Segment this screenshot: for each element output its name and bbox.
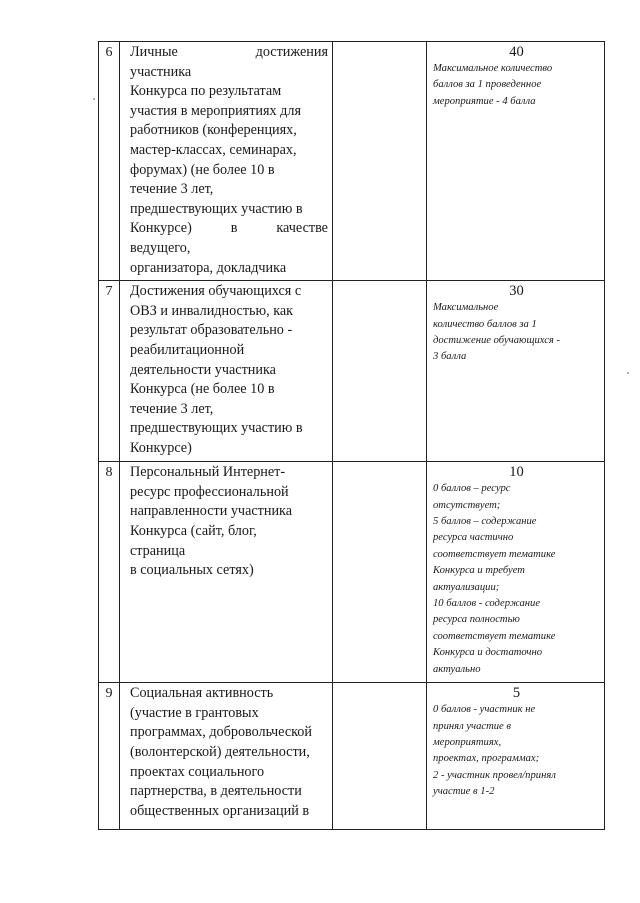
criterion-text-word: результат образовательно - [130,322,293,339]
criterion-text-word: качестве [276,220,328,237]
scoring-rule-line: ресурса полностью [433,614,520,626]
scan-speck-left [93,98,95,100]
scoring-rule-line: баллов за 1 проведенное [433,79,542,91]
criterion-text-word: предшествующих участию в [130,420,303,437]
scan-speck-right [627,372,629,374]
empty-cell [333,462,427,683]
criterion-text-line [130,361,328,381]
criterion-text-word: течение 3 лет, [130,181,214,198]
criterion-text-line [130,219,328,239]
criterion-text-word: Конкурса по результатам [130,83,282,100]
criterion-text-line [130,561,328,581]
criterion-text-line [130,161,328,181]
criterion-text-word: форумах) (не более 10 в [130,161,275,178]
score-cell [427,42,605,281]
criterion-number: 7 [99,281,120,462]
criterion-text-word: участника [130,63,192,80]
criterion-text-word: в [230,220,238,237]
criteria-row [99,42,605,281]
criterion-text-line [130,141,328,161]
criterion-text-word: (участие в грантовых [130,704,259,721]
scoring-rule-line: мероприятие - 4 балла [433,95,536,107]
scoring-rule-line: соответствует тематике [433,548,556,560]
scoring-rule-line: 2 - участник провел/принял [433,769,556,781]
criterion-text-line [130,684,328,704]
criterion-text-word: течение 3 лет, [130,400,214,417]
score-cell [427,462,605,683]
criterion-text-word: Конкурса (сайт, блог, [130,522,257,539]
criterion-text-line [130,82,328,102]
scoring-rule-line: Максимальное [433,302,499,314]
scoring-rule-line: достижение обучающихся - [433,334,561,346]
scoring-rule-line: 5 баллов – содержание [433,515,537,527]
criterion-text-line [130,502,328,522]
scoring-rule-line: количество баллов за 1 [433,318,537,330]
criterion-text-word: участия в мероприятиях для [130,102,301,119]
criterion-text-line [130,321,328,341]
criterion-text-word: ресурс профессиональной [130,483,289,500]
scoring-rule-line: 0 баллов – ресурс [433,483,511,495]
empty-cell [333,42,427,281]
criterion-text-line [130,483,328,503]
criterion-text-line [130,704,328,724]
criterion-text-word: партнерства, в деятельности [130,783,302,800]
scoring-rule-line: проектах, программах; [433,753,540,765]
scoring-rule-line: Конкурса и достаточно [433,647,543,659]
criterion-text-word: Конкурса (не более 10 в [130,381,275,398]
criterion-text-word: общественных организаций в [130,802,310,819]
max-points: 5 [512,685,521,702]
criterion-text-line [130,121,328,141]
criterion-text-line [130,743,328,763]
criterion-text-word: ведущего, [130,239,191,256]
criterion-text-word: направленности участника [130,503,293,520]
scoring-rule-line: 10 баллов - содержание [433,597,541,609]
scoring-rule-line: отсутствует; [433,499,501,511]
criterion-text-line [130,239,328,259]
criterion-text-word: программах, добровольческой [130,724,312,741]
criterion-text-line [130,341,328,361]
criterion-text-line [130,102,328,122]
criterion-text-word: страница [130,542,186,559]
empty-cell [333,683,427,830]
criteria-row [99,462,605,683]
criterion-text-line [130,302,328,322]
criterion-text-line [130,380,328,400]
scoring-rule [433,481,600,678]
criterion-text-word: предшествующих участию в [130,200,303,217]
scoring-rule-line: Максимальное количество [433,63,553,74]
criterion-description [120,462,333,683]
criterion-text-line [130,180,328,200]
empty-cell [333,281,427,462]
criterion-text-word: работников (конференциях, [130,122,297,139]
criterion-text-word: ОВЗ и инвалидностью, как [130,302,294,319]
scoring-rule-line: принял участие в [433,720,511,732]
criterion-text-word: Конкурсе) [130,439,192,456]
criterion-text-word: деятельности участника [130,361,276,378]
criterion-text-line [130,63,328,83]
scoring-rule-line: Конкурса и требует [433,565,525,577]
max-points: 40 [509,44,524,60]
criterion-text-word: проектах социального [130,763,265,780]
criterion-text-line [130,282,328,302]
scoring-rule-line: актуализации; [433,581,500,593]
criterion-text-line [130,763,328,783]
criterion-text-line [130,723,328,743]
criterion-description [120,281,333,462]
criterion-text-line [130,400,328,420]
criterion-text-word: Личные [130,44,178,60]
criterion-description [120,683,333,830]
criterion-number: 9 [99,683,120,830]
scoring-rule-line: 3 балла [433,351,467,363]
criterion-text-line [130,259,328,279]
criterion-text-line [130,200,328,220]
max-points: 30 [509,283,524,300]
score-cell [427,281,605,462]
criterion-text-word: достижения [255,44,328,60]
criterion-text-word: реабилитационной [130,341,245,358]
criteria-table [98,41,605,830]
scoring-rule [433,300,600,366]
criterion-text-line [130,522,328,542]
criterion-text-word: в социальных сетях) [130,562,254,579]
criterion-text-word: Конкурсе) [130,220,192,237]
scoring-rule-line: мероприятиях, [433,736,502,748]
scoring-rule-line: ресурса частично [433,532,514,544]
criterion-text-word: Персональный Интернет- [130,464,286,481]
criterion-text-line [130,419,328,439]
criteria-row [99,281,605,462]
criterion-text-word: организатора, докладчика [130,259,287,276]
criterion-text-word: (волонтерской) деятельности, [130,743,310,760]
max-points: 10 [509,464,524,481]
scoring-rule-line: актуально [433,663,481,675]
criteria-row [99,683,605,830]
scoring-rule [433,702,600,800]
criterion-text-word: Достижения обучающихся с [130,283,302,300]
scoring-rule-line: 0 баллов - участник не [433,704,536,716]
criterion-text-line [130,43,328,63]
criterion-number: 8 [99,462,120,683]
criterion-text-line [130,802,328,822]
scoring-rule-line: участие в 1-2 [433,786,495,798]
criterion-text-word: мастер-классах, семинарах, [130,141,297,158]
criterion-description [120,42,333,281]
criterion-text-line [130,439,328,459]
criterion-number: 6 [99,42,120,281]
criterion-text-word: Социальная активность [130,685,274,702]
criterion-text-line [130,463,328,483]
score-cell [427,683,605,830]
criterion-text-line [130,782,328,802]
scoring-rule-line: соответствует тематике [433,630,556,642]
criterion-text-line [130,542,328,562]
scoring-rule [433,61,600,110]
